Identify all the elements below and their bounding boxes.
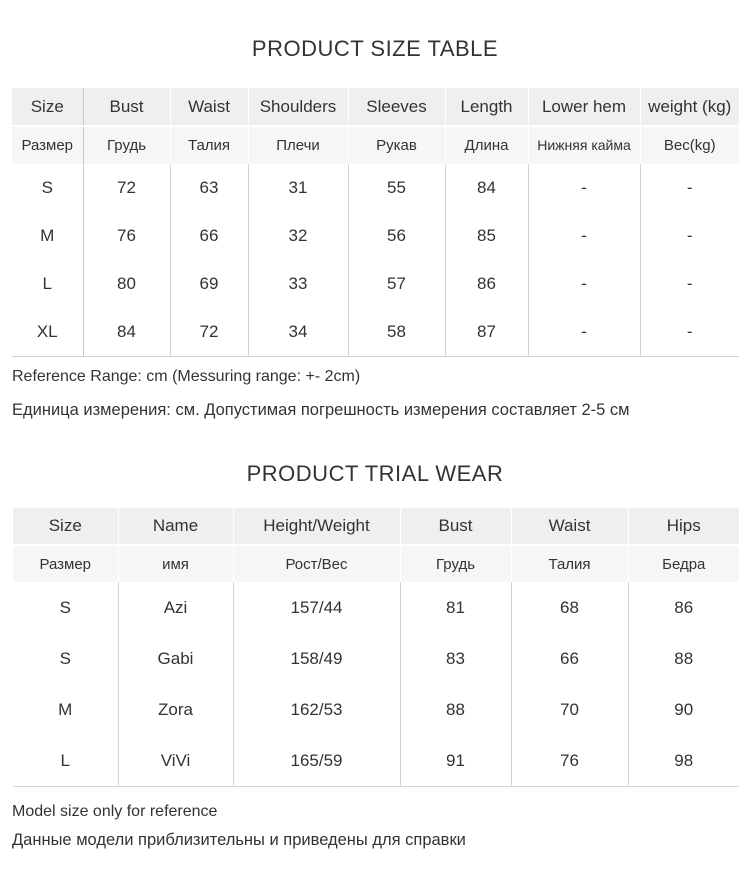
size-row xyxy=(12,164,739,212)
trial-cell: 86 xyxy=(628,582,739,633)
trial-cell: 90 xyxy=(628,684,739,735)
size-cell: weight (kg) xyxy=(640,88,739,126)
size-cell: - xyxy=(640,308,739,357)
trial-cell: Грудь xyxy=(400,545,511,582)
size-cell: - xyxy=(528,212,640,260)
size-cell: 56 xyxy=(348,212,445,260)
trial-header-en xyxy=(13,508,739,545)
trial-note-ru: Данные модели приблизительны и приведены для справки xyxy=(12,831,466,849)
trial-row xyxy=(13,684,739,735)
size-cell: 31 xyxy=(248,164,348,212)
size-cell: Length xyxy=(445,88,528,126)
trial-note-en: Model size only for reference xyxy=(12,803,218,820)
trial-cell: 157/44 xyxy=(233,582,400,633)
size-cell: 87 xyxy=(445,308,528,357)
size-cell: 80 xyxy=(83,260,170,308)
size-cell: Lower hem xyxy=(528,88,640,126)
trial-row xyxy=(13,633,739,684)
trial-cell: S xyxy=(59,597,71,617)
size-cell: Рукав xyxy=(348,126,445,164)
trial-cell: Name xyxy=(118,508,233,545)
size-cell: 66 xyxy=(170,212,248,260)
trial-cell: Bust xyxy=(400,508,511,545)
trial-cell: S xyxy=(59,648,71,668)
trial-row xyxy=(13,582,739,633)
size-cell: Талия xyxy=(170,126,248,164)
trial-cell: Hips xyxy=(628,508,739,545)
trial-cell: 83 xyxy=(400,633,511,684)
size-cell: 58 xyxy=(348,308,445,357)
size-cell: - xyxy=(640,260,739,308)
trial-cell: 88 xyxy=(400,684,511,735)
size-cell: Длина xyxy=(445,126,528,164)
trial-cell: L xyxy=(13,735,118,787)
size-cell: 84 xyxy=(83,308,170,357)
size-cell: M xyxy=(12,212,83,260)
trial-cell: Рост/Вес xyxy=(233,545,400,582)
size-cell: XL xyxy=(12,308,83,357)
trial-cell: Height/Weight xyxy=(233,508,400,545)
trial-cell: 81 xyxy=(400,582,511,633)
trial-table xyxy=(13,508,739,787)
size-cell: Размер xyxy=(12,126,83,164)
trial-cell: 91 xyxy=(400,735,511,787)
size-cell: 69 xyxy=(170,260,248,308)
size-cell: - xyxy=(640,212,739,260)
size-cell: - xyxy=(528,308,640,357)
size-cell: 55 xyxy=(348,164,445,212)
trial-cell: Бедра xyxy=(628,545,739,582)
size-cell: 76 xyxy=(83,212,170,260)
size-cell: 72 xyxy=(170,308,248,357)
trial-cell: 76 xyxy=(511,735,628,787)
size-cell: Bust xyxy=(83,88,170,126)
size-cell: Грудь xyxy=(83,126,170,164)
trial-table-title: PRODUCT TRIAL WEAR xyxy=(246,461,504,486)
trial-cell: Zora xyxy=(118,684,233,735)
trial-cell: 158/49 xyxy=(233,633,400,684)
trial-cell: 68 xyxy=(511,582,628,633)
size-cell: 84 xyxy=(445,164,528,212)
size-row xyxy=(12,212,739,260)
trial-cell: Размер xyxy=(13,545,118,582)
trial-cell: 98 xyxy=(628,735,739,787)
size-cell: Sleeves xyxy=(348,88,445,126)
size-cell: 86 xyxy=(445,260,528,308)
trial-cell: 165/59 xyxy=(233,735,400,787)
size-header-ru xyxy=(12,126,739,164)
size-cell: Shoulders xyxy=(248,88,348,126)
size-note-ru: Единица измерения: см. Допустимая погрешность измерения составляет 2-5 см xyxy=(12,401,630,419)
trial-cell: Талия xyxy=(511,545,628,582)
size-cell: 85 xyxy=(445,212,528,260)
size-cell: S xyxy=(12,164,83,212)
trial-cell: Size xyxy=(13,508,118,545)
trial-cell: 162/53 xyxy=(233,684,400,735)
trial-header-ru xyxy=(13,545,739,582)
trial-cell: Gabi xyxy=(118,633,233,684)
size-cell: Нижняя кайма xyxy=(528,126,640,164)
size-cell: 72 xyxy=(83,164,170,212)
trial-row xyxy=(13,735,739,787)
size-row xyxy=(12,260,739,308)
size-cell: 32 xyxy=(248,212,348,260)
trial-cell: имя xyxy=(118,545,233,582)
size-cell: - xyxy=(528,260,640,308)
trial-cell: 88 xyxy=(628,633,739,684)
size-cell: - xyxy=(528,164,640,212)
size-table xyxy=(12,88,739,357)
size-cell: 57 xyxy=(348,260,445,308)
size-cell: Вес(kg) xyxy=(640,126,739,164)
size-cell: - xyxy=(640,164,739,212)
size-note-en: Reference Range: cm (Messuring range: +- 2cm) xyxy=(12,368,361,385)
trial-cell: 66 xyxy=(511,633,628,684)
size-cell: 34 xyxy=(248,308,348,357)
size-row xyxy=(12,308,739,357)
size-cell: 63 xyxy=(170,164,248,212)
trial-cell: Waist xyxy=(511,508,628,545)
trial-cell: Azi xyxy=(118,582,233,633)
size-cell: Плечи xyxy=(248,126,348,164)
trial-cell: M xyxy=(58,699,73,719)
size-table-title: PRODUCT SIZE TABLE xyxy=(251,36,499,61)
trial-cell: 70 xyxy=(511,684,628,735)
size-header-en xyxy=(12,88,739,126)
size-cell: 33 xyxy=(248,260,348,308)
size-cell: L xyxy=(12,260,83,308)
size-cell: Waist xyxy=(170,88,248,126)
size-cell: Size xyxy=(12,88,83,126)
trial-cell: ViVi xyxy=(118,735,233,787)
